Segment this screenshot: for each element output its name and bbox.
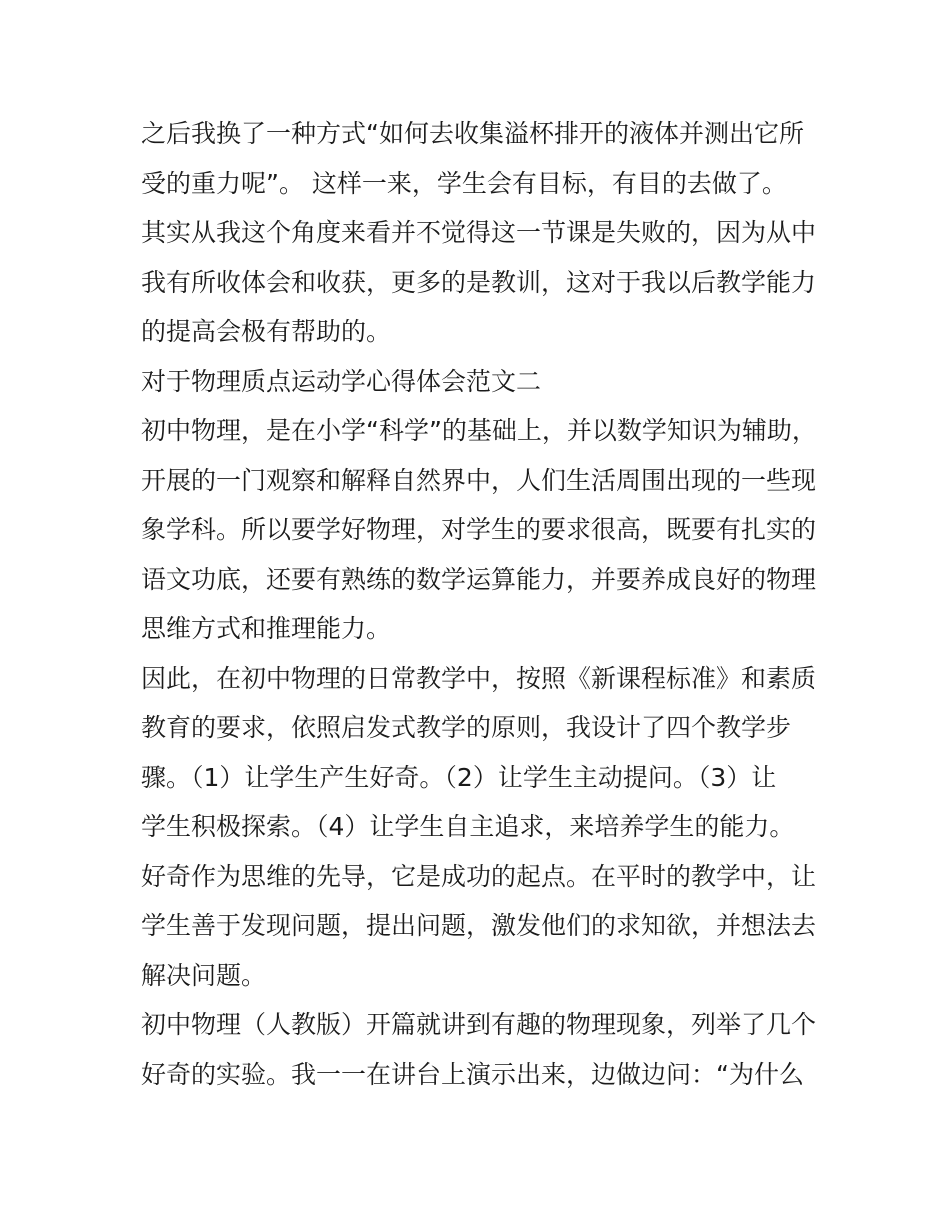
text-line: 因此，在初中物理的日常教学中，按照《新课程标准》和素质 <box>141 663 817 693</box>
text-line: 语文功底，还要有熟练的数学运算能力，并要养成良好的物理 <box>141 564 817 594</box>
text-line: 其实从我这个角度来看并不觉得这一节课是失败的，因为从中 <box>141 218 817 247</box>
text-line: 之后我换了一种方式“如何去收集溢杯排开的液体并测出它所 <box>141 119 804 148</box>
text-line: 受的重力呢”。 这样一来，学生会有目标，有目的去做了。 <box>141 168 787 198</box>
paragraph-4 <box>141 406 821 654</box>
text-line: 学生积极探索。（4）让学生自主追求，来培养学生的能力。 <box>141 812 795 841</box>
text-line: 初中物理，是在小学“科学”的基础上，并以数学知识为辅助， <box>141 416 817 445</box>
paragraph-5 <box>141 654 821 852</box>
text-line: 解决问题。 <box>141 960 267 990</box>
text-line: 的提高会极有帮助的。 <box>141 317 392 346</box>
text-line: 开展的一门观察和解释自然界中，人们生活周围出现的一些现 <box>141 465 817 495</box>
paragraph-2 <box>141 208 821 357</box>
text-line: 学生善于发现问题，提出问题，激发他们的求知欲，并想法去 <box>141 911 817 940</box>
text-line: 我有所收体会和收获，更多的是教训，这对于我以后教学能力 <box>141 267 817 297</box>
text-line: 思维方式和推理能力。 <box>141 614 392 643</box>
heading-line: 对于物理质点运动学心得体会范文二 <box>141 366 542 396</box>
section-heading <box>141 357 821 407</box>
paragraph-1 <box>141 109 821 208</box>
paragraph-6 <box>141 852 821 1001</box>
text-line: 象学科。所以要学好物理，对学生的要求很高，既要有扎实的 <box>141 515 817 544</box>
paragraph-7 <box>141 1000 821 1099</box>
text-line: 骤。（1）让学生产生好奇。（2）让学生主动提问。（3）让 <box>141 762 777 792</box>
text-line: 教育的要求，依照启发式教学的原则，我设计了四个教学步 <box>141 713 792 742</box>
text-line: 初中物理（人教版）开篇就讲到有趣的物理现象，列举了几个 <box>141 1010 817 1039</box>
text-line: 好奇作为思维的先导，它是成功的起点。在平时的教学中，让 <box>141 861 817 891</box>
text-line: 好奇的实验。我一一在讲台上演示出来，边做边问：“为什么 <box>141 1059 804 1089</box>
document-body <box>141 109 821 1099</box>
